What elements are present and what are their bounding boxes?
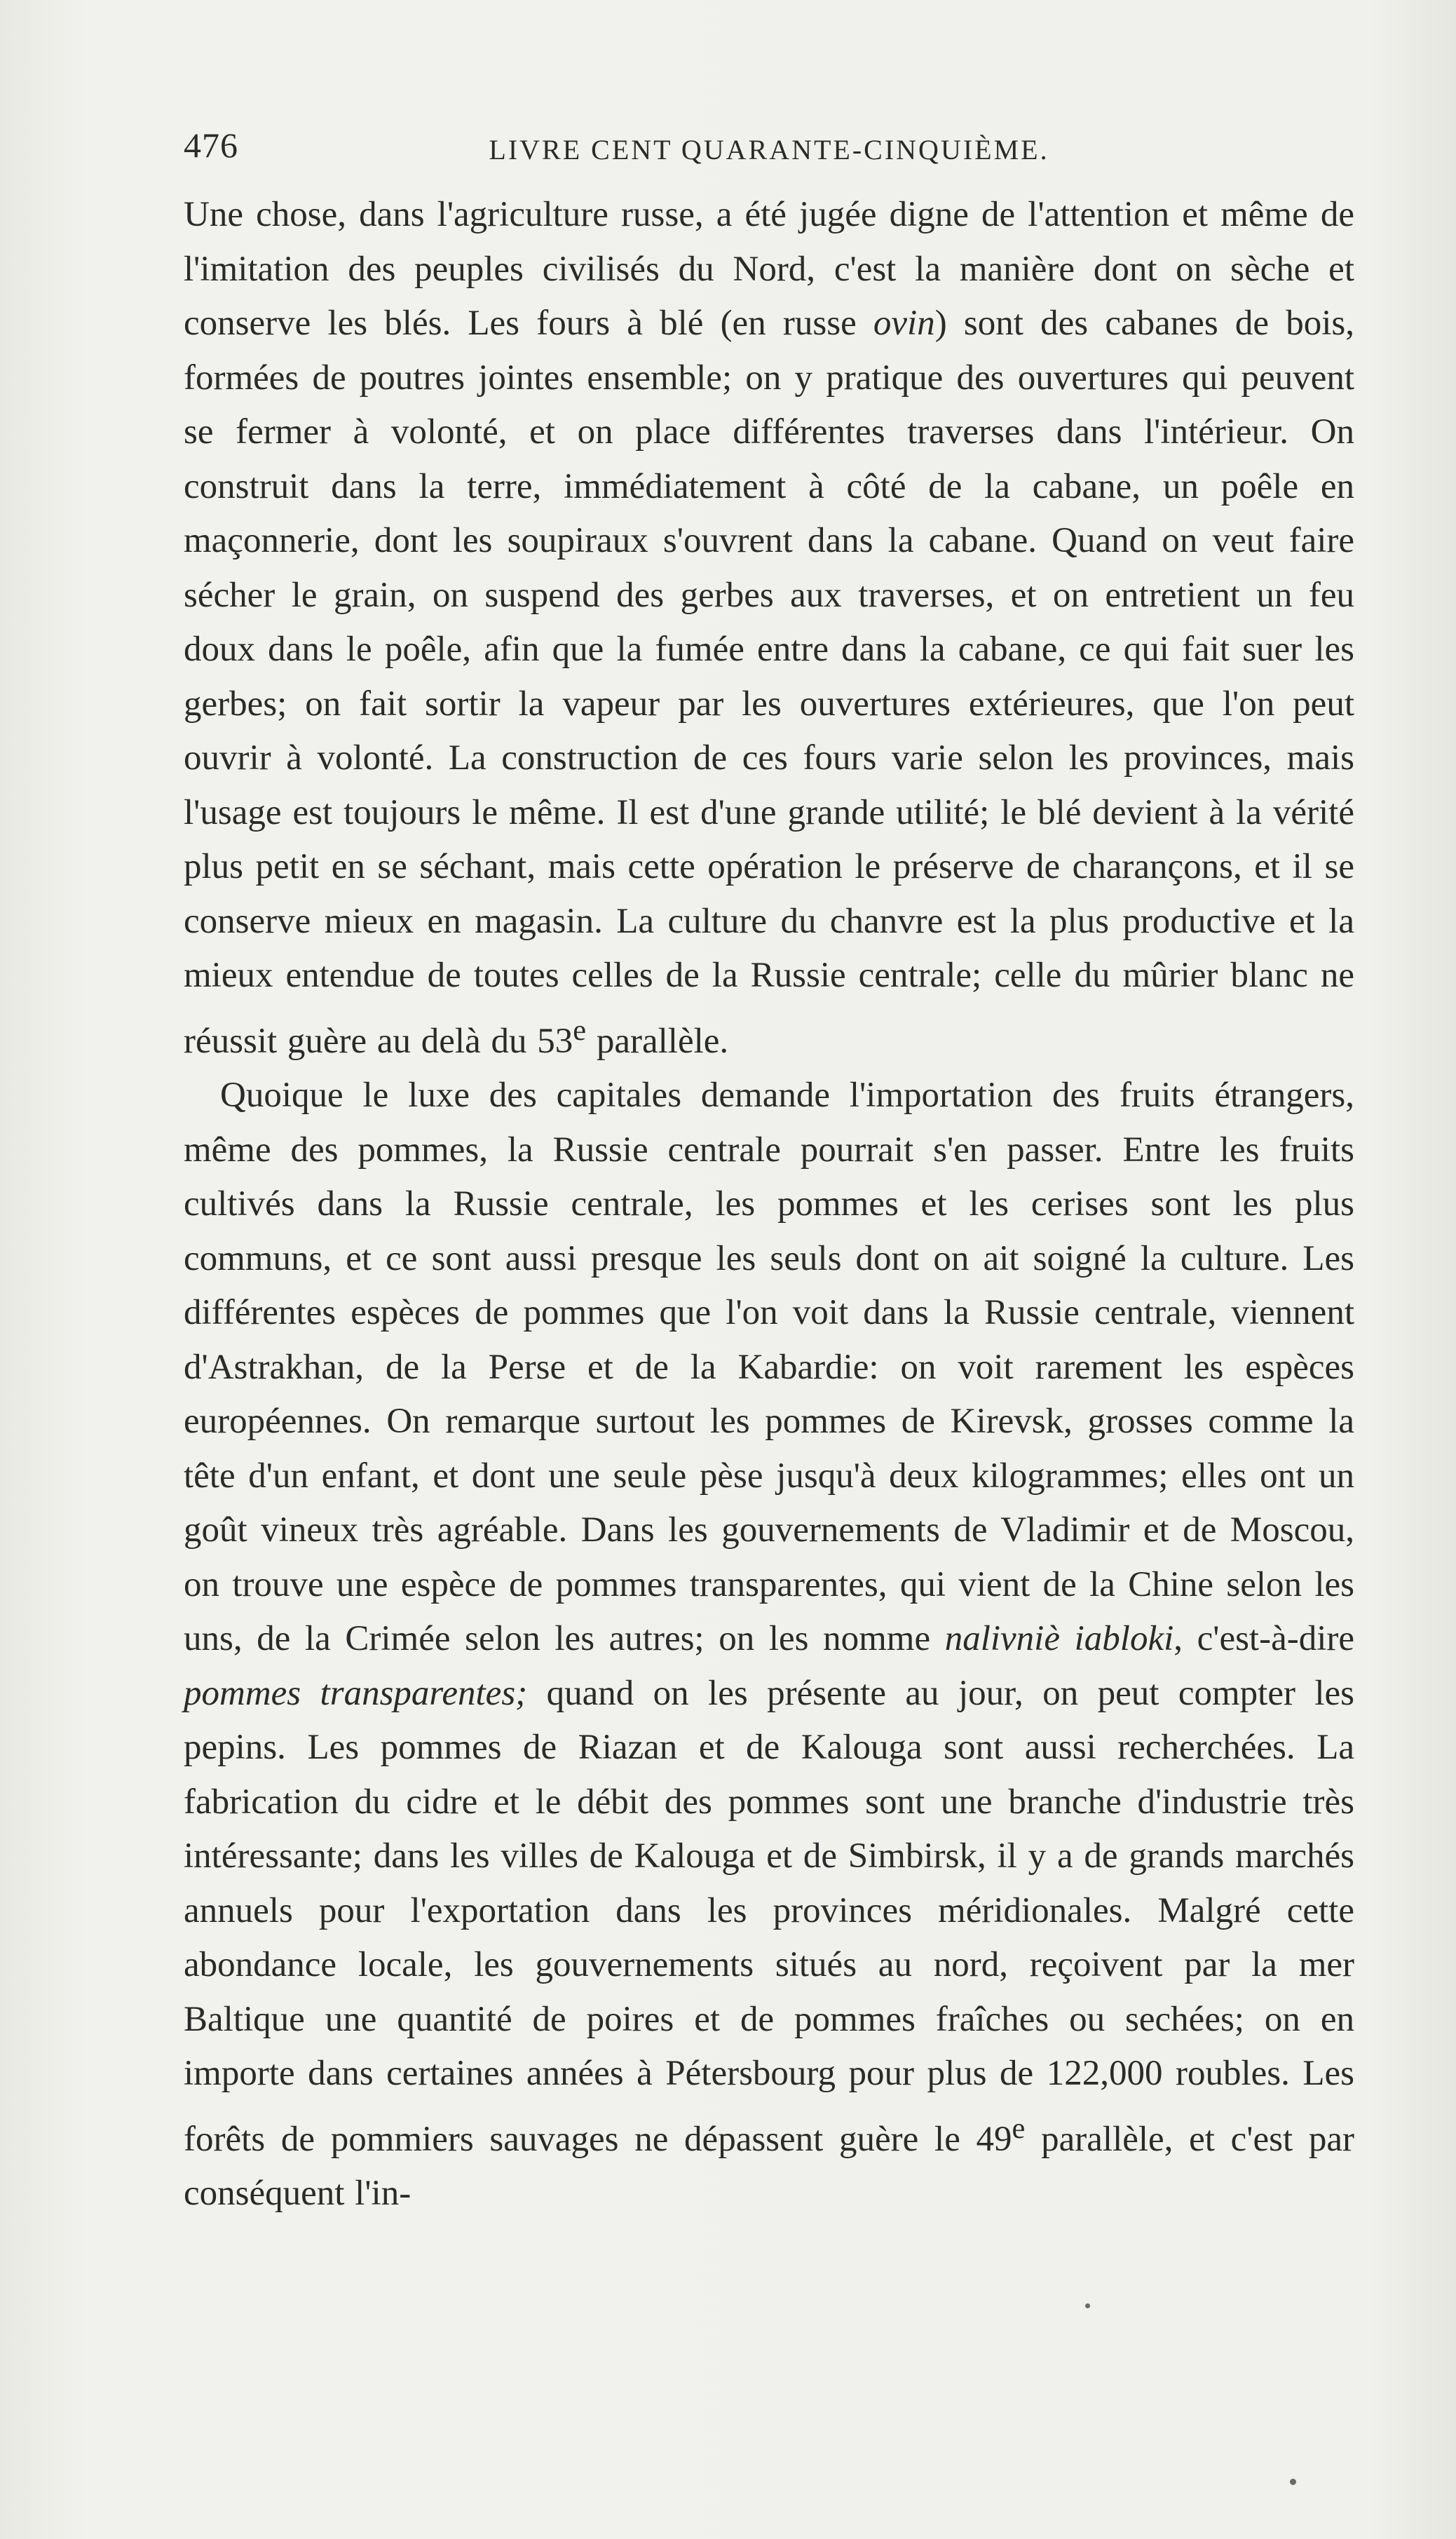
paper-speck: [1290, 2479, 1296, 2485]
paragraph-text: Une chose, dans l'agriculture russe, a été jugée digne de l'attention et même de l'imitation des peuples civilisés du Nord, c'est la manière dont on sèche et conserve les blés. Les fours à blé (en russe: [184, 195, 1354, 343]
page-number: 476: [184, 126, 238, 165]
paragraph-text: ) sont des cabanes de bois, formées de poutres jointes ensemble; on y pratique des ouvertures qui peuvent se fermer à volonté, et on place différentes traverses dans l'intérieur. On construit dans la terre, immédiatement à côté de la cabane, un poêle en maçonnerie, dont les soupiraux s'ouvrent dans la cabane. Quand on veut faire sécher le grain, on suspend des gerbes aux traverses, et on entretient un feu doux dans le poêle, afin que la fumée entre dans la cabane, ce qui fait suer les gerbes; on fait sortir la vapeur par les ouvertures extérieures, que l'on peut ouvrir à volonté. La construction de ces fours varie selon les provinces, mais l'usage est toujours le même. Il est d'une grande utilité; le blé devient à la vérité plus petit en se séchant, mais cette opération le préserve de charançons, et il se conserve mieux en magasin. La culture du chanvre est la plus productive et la mieux entendue de toutes celles de la Russie centrale; celle du mûrier blanc ne réussit guère au delà du 53: [184, 304, 1355, 1061]
paragraph-text: quand on les présente au jour, on peut compter les pepins. Les pommes de Riazan et de Kalouga sont aussi recherchées. La fabrication du cidre et le débit des pommes sont une branche d'industrie très intéressante; dans les villes de Kalouga et de Simbirsk, il y a de grands marchés annuels pour l'exportation dans les provinces méridionales. Malgré cette abondance locale, les gouvernements situés au nord, reçoivent par la mer Baltique une quantité de poires et de pommes fraîches ou sechées; on en importe dans certaines années à Pétersbourg pour plus de 122,000 roubles. Les forêts de pommiers sauvages ne dépassent guère le 49: [184, 1673, 1354, 2159]
paragraph-drying-grain: [184, 188, 1354, 1069]
italic-term: nalivniè iabloki: [944, 1619, 1174, 1658]
italic-term: ovin: [873, 304, 935, 343]
paper-speck: [1085, 2303, 1090, 2308]
superscript: e: [1012, 2111, 1026, 2145]
running-title: LIVRE CENT QUARANTE-CINQUIÈME.: [489, 134, 1049, 165]
superscript: e: [573, 1013, 587, 1047]
paragraph-text: Quoique le luxe des capitales demande l'importation des fruits étrangers, même des pommes, la Russie centrale pourrait s'en passer. Entre les fruits cultivés dans la Russie centrale, les pommes et les cerises sont les plus communs, et ce sont aussi presque les seuls dont on ait soigné la culture. Les différentes espèces de pommes que l'on voit dans la Russie centrale, viennent d'Astrakhan, de la Perse et de la Kabardie: on voit rarement les espèces européennes. On remarque surtout les pommes de Kirevsk, grosses comme la tête d'un enfant, et dont une seule pèse jusqu'à deux kilogrammes; elles ont un goût vineux très agréable. Dans les gouvernements de Vladimir et de Moscou, on trouve une espèce de pommes transparentes, qui vient de la Chine selon les uns, de la Crimée selon les autres; on les nomme: [184, 1076, 1354, 1658]
paragraph-text: parallèle.: [586, 1021, 729, 1061]
italic-term: pommes transparentes;: [184, 1673, 528, 1713]
running-head: [184, 119, 1354, 168]
paragraph-text: parallèle, et c'est par conséquent l'in-: [184, 2119, 1354, 2213]
paragraph-text: , c'est-à-dire: [1173, 1619, 1354, 1658]
paragraph-apples: [184, 1069, 1354, 2221]
body-text: [184, 188, 1354, 2221]
